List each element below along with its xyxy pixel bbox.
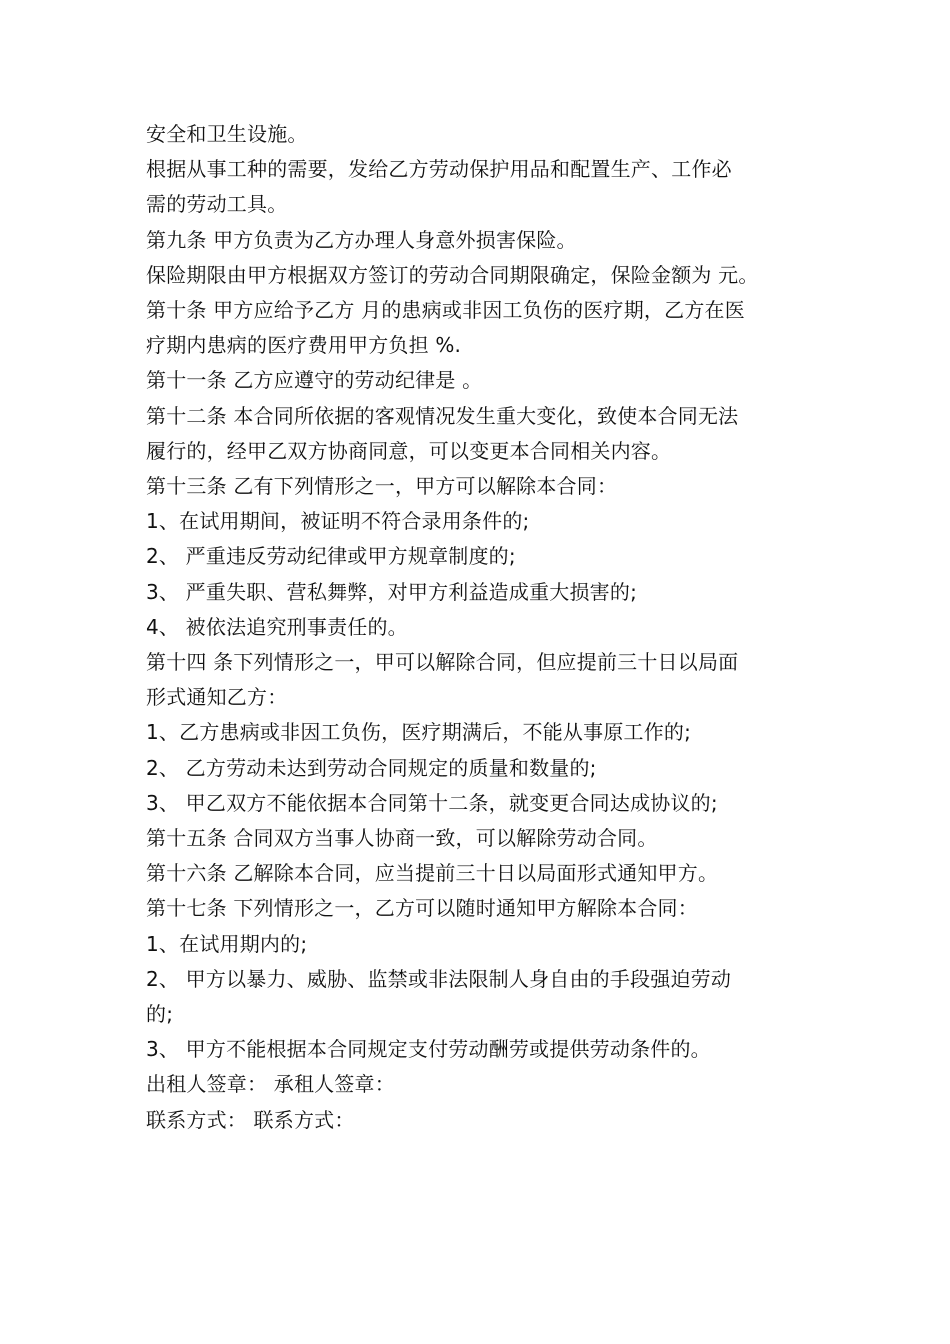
clause-12: 第十二条 本合同所依据的客观情况发生重大变化，致使本合同无法 — [146, 403, 739, 428]
clause-9: 第九条 甲方负责为乙方办理人身意外损害保险。 — [146, 227, 577, 252]
list-item: 3、 甲乙双方不能依据本合同第十二条，就变更合同达成协议的; — [146, 790, 718, 815]
signature-line: 出租人签章： 承租人签章： — [146, 1072, 395, 1097]
list-item: 1、在试用期内的; — [146, 931, 308, 956]
list-item: 3、 严重失职、营私舞弊，对甲方利益造成重大损害的; — [146, 579, 638, 604]
clause-16: 第十六条 乙解除本合同，应当提前三十日以局面形式通知甲方。 — [146, 861, 719, 886]
clause-15: 第十五条 合同双方当事人协商一致，可以解除劳动合同。 — [146, 826, 658, 851]
text-line: 形式通知乙方： — [146, 685, 288, 710]
list-item: 1、在试用期间，被证明不符合录用条件的; — [146, 509, 530, 534]
list-item: 2、 甲方以暴力、威胁、监禁或非法限制人身自由的手段强迫劳动 — [146, 966, 732, 991]
contact-line: 联系方式： 联系方式： — [146, 1107, 355, 1132]
list-item: 1、乙方患病或非因工负伤，医疗期满后，不能从事原工作的; — [146, 720, 692, 745]
text-line: 安全和卫生设施。 — [146, 122, 308, 146]
text-line: 需的劳动工具。 — [146, 192, 288, 217]
clause-11: 第十一条 乙方应遵守的劳动纪律是 。 — [146, 368, 483, 393]
text-line: 疗期内患病的医疗费用甲方负担 %. — [146, 333, 462, 358]
text-line: 履行的，经甲乙双方协商同意，可以变更本合同相关内容。 — [146, 438, 672, 463]
list-item: 3、 甲方不能根据本合同规定支付劳动酬劳或提供劳动条件的。 — [146, 1037, 711, 1062]
clause-14: 第十四 条下列情形之一，甲可以解除合同，但应提前三十日以局面 — [146, 650, 739, 675]
clause-13: 第十三条 乙有下列情形之一，甲方可以解除本合同： — [146, 474, 618, 499]
clause-17: 第十七条 下列情形之一，乙方可以随时通知甲方解除本合同： — [146, 896, 698, 921]
list-item: 4、 被依法追究刑事责任的。 — [146, 614, 408, 639]
list-item: 2、 乙方劳动未达到劳动合同规定的质量和数量的; — [146, 755, 597, 780]
text-line: 的; — [146, 1002, 174, 1027]
text-line: 根据从事工种的需要，发给乙方劳动保护用品和配置生产、工作必 — [146, 157, 732, 182]
text-line: 保险期限由甲方根据双方签订的劳动合同期限确定，保险金额为 元。 — [146, 262, 759, 287]
document-body — [146, 117, 826, 1138]
clause-10: 第十条 甲方应给予乙方 月的患病或非因工负伤的医疗期，乙方在医 — [146, 298, 745, 323]
list-item: 2、 严重违反劳动纪律或甲方规章制度的; — [146, 544, 516, 569]
